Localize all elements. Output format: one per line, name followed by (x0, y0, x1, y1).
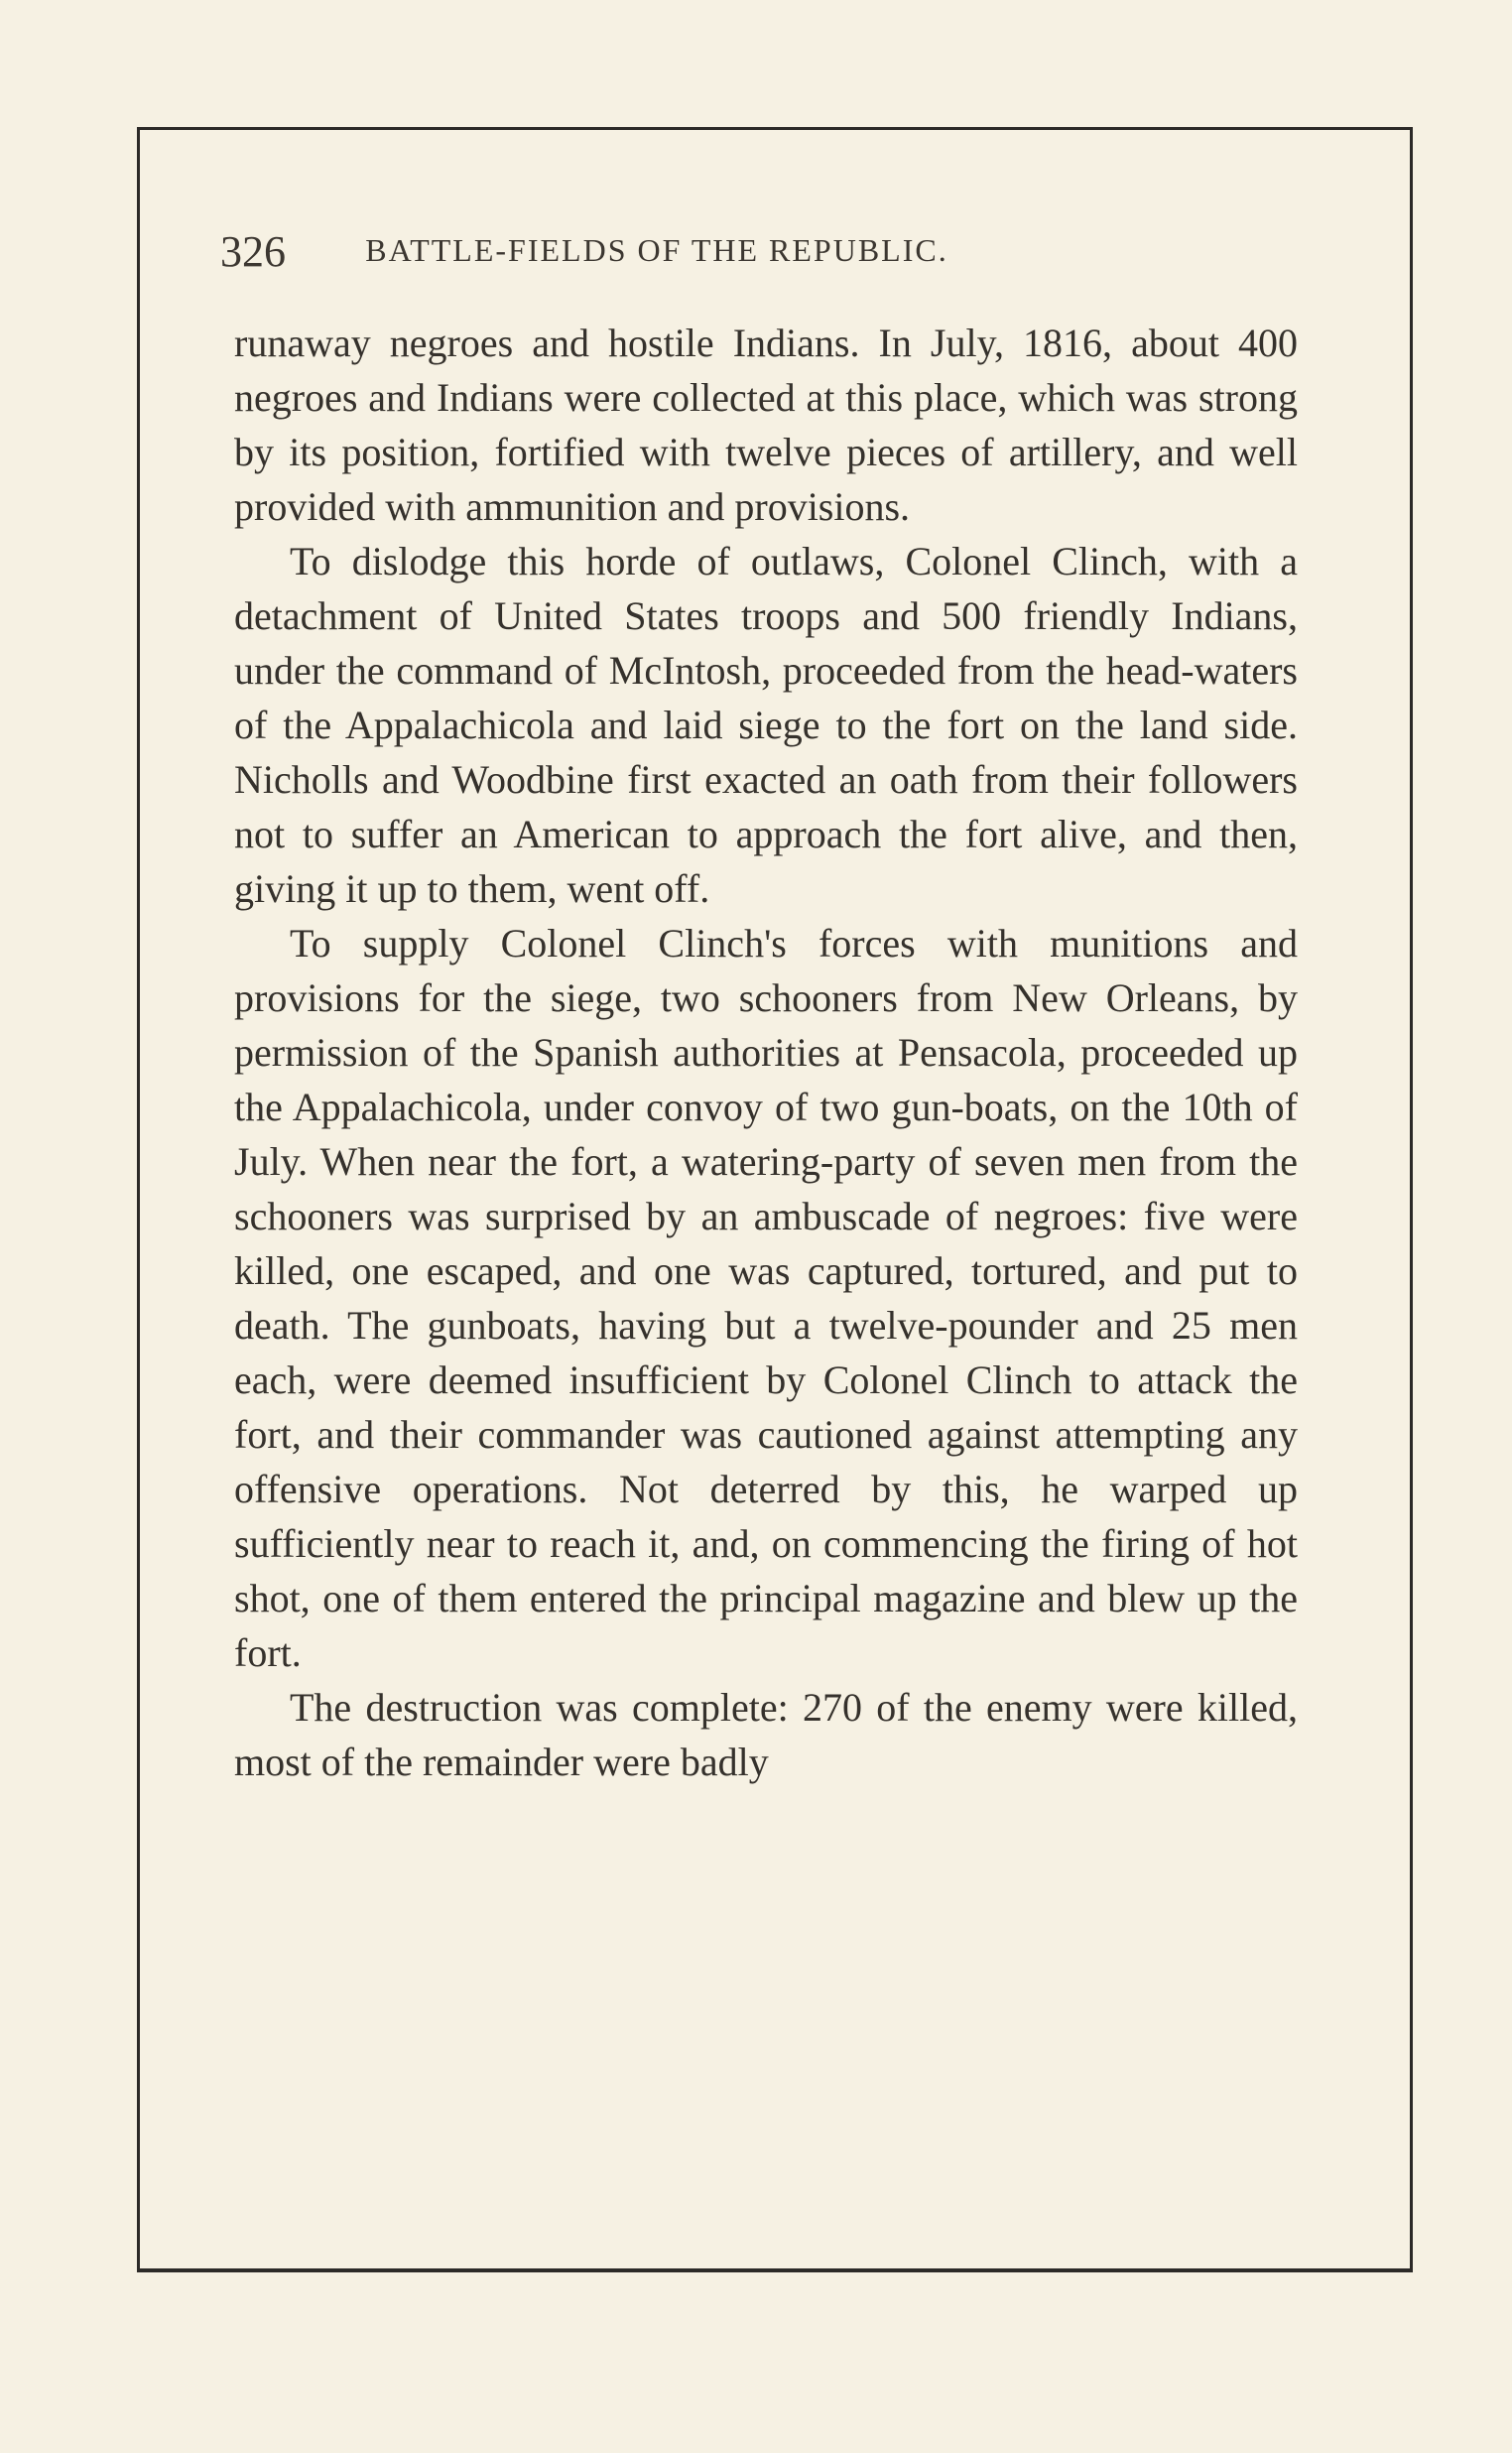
paragraph: To dislodge this horde of outlaws, Colonel Clinch, with a detachment of United States troops and 500 friendly Indians, under the command of McIntosh, proceeded from the head-waters of the Appalachicola and laid siege to the fort on the land side. Nicholls and Woodbine first exacted an oath from their followers not to suffer an American to approach the fort alive, and then, giving it up to them, went off. (234, 539, 1298, 911)
page-header (220, 226, 1093, 286)
page-number: 326 (220, 227, 286, 276)
running-head: BATTLE-FIELDS OF THE REPUBLIC. (365, 232, 948, 268)
paragraph: To supply Colonel Clinch's forces with munitions and provisions for the siege, two schooners from New Orleans, by permission of the Spanish authorities at Pensacola, proceeded up the Appalachicola, under convoy of two gun-boats, on the 10th of July. When near the fort, a watering-party of seven men from the schooners was surprised by an ambuscade of negroes: five were killed, one escaped, and one was captured, tortured, and put to death. The gunboats, having but a twelve-pounder and 25 men each, were deemed insufficient by Colonel Clinch to attack the fort, and their commander was cautioned against attempting any offensive operations. Not deterred by this, he warped up sufficiently near to reach it, and, on commencing the firing of hot shot, one of them entered the principal magazine and blew up the fort. (234, 921, 1298, 1675)
paragraph: runaway negroes and hostile Indians. In July, 1816, about 400 negroes and Indians were collected at this place, which was strong by its position, fortified with twelve pieces of artillery, and well provided with ammunition and provisions. (234, 321, 1298, 529)
body-text (234, 316, 1298, 1789)
paragraph: The destruction was complete: 270 of the enemy were killed, most of the remainder were badly (234, 1685, 1298, 1784)
